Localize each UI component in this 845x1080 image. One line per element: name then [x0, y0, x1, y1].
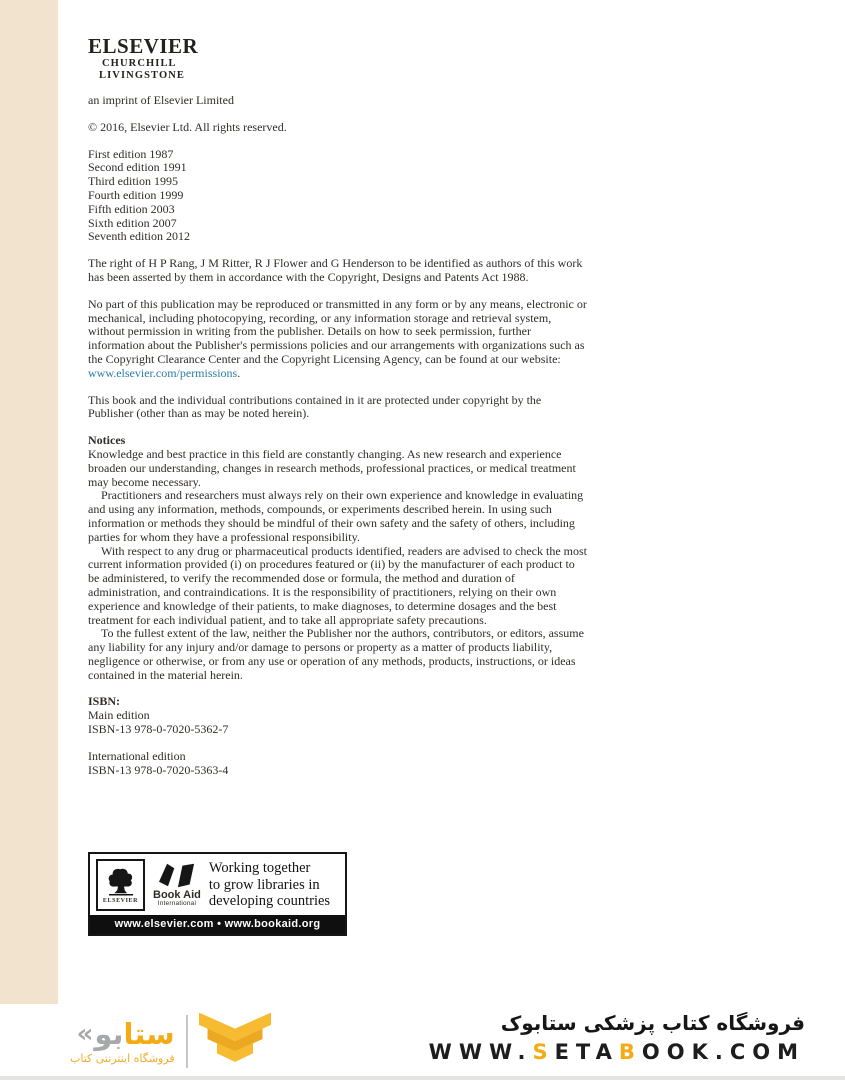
setabook-wordmark-text	[94, 1017, 174, 1051]
logo-divider	[186, 1015, 188, 1068]
edition-history-list	[88, 148, 589, 245]
isbn-intl-value: ISBN-13 978-0-7020-5363-4	[88, 762, 229, 777]
permissions-paragraph	[88, 298, 589, 381]
permissions-link[interactable]: www.elsevier.com/permissions	[88, 365, 238, 380]
notices-paragraph-2: Practitioners and researchers must always rely on their own experience and knowledge in evaluating and using any information, methods, compounds, or experiments described herein. In using such information or methods they should be mindful of their own safety and the safety of others, including parties for whom they have a professional responsibility.	[88, 488, 584, 544]
bookaid-name: Book Aid	[153, 889, 201, 902]
isbn-heading: ISBN:	[88, 694, 121, 709]
bookaid-slogan-line: Working together	[208, 860, 311, 877]
elsevier-tree-logo	[96, 859, 145, 911]
notices-heading: Notices	[88, 433, 126, 448]
permissions-text: No part of this publication may be reproduced or transmitted in any form or by any means, electronic or mechanical, including photocopying, recording, or any information storage and retrieval system, without permission in writing from the publisher. Details on how to seek permission, further information about the Publisher's permissions policies and our arrangements with organizations such as the Copyright Clearance Center and the Copyright Licensing Agency, can be found at our website:	[88, 296, 587, 366]
url-segment-gold: B	[618, 1040, 642, 1064]
notices-paragraph-4: To the fullest extent of the law, neither the Publisher nor the authors, contributors, or editors, assume any liability for any injury and/or damage to persons or property as a matter of products liability, negligence or otherwise, or from any use or operation of any methods, products, instructions, or ideas contained in the material herein.	[88, 626, 584, 682]
url-segment: OOK.COM	[641, 1040, 805, 1064]
edition-line: First edition 1987	[88, 146, 174, 161]
edition-line: Seventh edition 2012	[88, 229, 190, 244]
store-title-farsi: فروشگاه کتاب پزشکی ستابوک	[500, 1011, 805, 1035]
setabook-chevron-emblem-icon	[199, 1012, 271, 1070]
scan-bottom-edge	[0, 1076, 845, 1080]
imprint-note: an imprint of Elsevier Limited	[88, 93, 234, 107]
page-left-margin	[0, 0, 58, 1008]
elsevier-churchill-livingstone-logo	[88, 36, 589, 81]
bookaid-slogan-line: developing countries	[208, 893, 331, 910]
setabook-caption: فروشگاه اینترنتی کتاب	[70, 1052, 175, 1065]
imprint-page-content	[88, 36, 589, 777]
bookaid-mark-icon	[156, 862, 198, 889]
setabook-logo	[70, 1010, 271, 1072]
edition-line: Second edition 1991	[88, 160, 187, 175]
url-segment-gold: S	[532, 1040, 555, 1064]
bookaid-banner	[88, 852, 347, 936]
authors-rights-paragraph: The right of H P Rang, J M Ritter, R J Flower and G Henderson to be identified as authors of this work has been asserted by them in accordance with the Copyright, Designs and Patents Act 1988.	[88, 256, 583, 284]
setabook-wordmark-column	[70, 1017, 175, 1065]
wordmark-part-gray: بو	[94, 1017, 124, 1051]
elsevier-tree-label: ELSEVIER	[102, 897, 139, 904]
setabook-wordmark	[77, 1017, 175, 1051]
isbn-main-label: Main edition	[88, 708, 150, 723]
copyright-protection-paragraph: This book and the individual contributions contained in it are protected under copyright by the Publisher (other than as may be noted herein).	[88, 392, 542, 421]
spacer	[88, 737, 589, 750]
setabook-url[interactable]	[429, 1040, 805, 1064]
wordmark-part-yellow: ستا	[123, 1017, 175, 1051]
bookaid-banner-row	[90, 854, 345, 915]
setabook-footer-text	[429, 1011, 805, 1064]
url-segment: ETA	[554, 1040, 619, 1064]
setabook-watermark-footer	[0, 1004, 845, 1076]
url-segment: WWW.	[428, 1040, 533, 1064]
elsevier-wordmark: ELSEVIER	[88, 34, 199, 58]
isbn-intl-label: International edition	[88, 748, 186, 763]
churchill-label: CHURCHILL	[102, 58, 177, 69]
guillemet-chevron-icon: «	[76, 1019, 94, 1049]
notices-paragraph-3: With respect to any drug or pharmaceutical products identified, readers are advised to check the most current information provided (i) on procedures featured or (ii) by the manufacturer of each product to be administered, to verify the recommended dose or formula, the method and duration of administration, and contraindications. It is the responsibility of practitioners, relying on their own experience and knowledge of their patients, to make diagnoses, to determine dosages and the best treatment for each individual patient, and to take all appropriate safety precautions.	[88, 543, 587, 627]
livingstone-label: LIVINGSTONE	[99, 69, 186, 81]
notices-paragraph-1: Knowledge and best practice in this field are constantly changing. As new research and experience broaden our understanding, changes in research methods, professional practices, or medical treatment may become necessary.	[88, 446, 576, 489]
elsevier-tree-icon	[106, 867, 136, 897]
copyright-line: © 2016, Elsevier Ltd. All rights reserved.	[88, 119, 287, 134]
bookaid-urls-bar: www.elsevier.com • www.bookaid.org	[90, 915, 345, 934]
edition-line: Fourth edition 1999	[88, 187, 184, 202]
bookaid-logo	[153, 862, 201, 908]
permissions-text-end: .	[237, 365, 241, 380]
isbn-main-value: ISBN-13 978-0-7020-5362-7	[88, 722, 229, 737]
notices-section	[88, 434, 589, 682]
edition-line: Third edition 1995	[88, 174, 178, 189]
edition-line: Fifth edition 2003	[88, 201, 175, 216]
bookaid-slogan	[209, 860, 330, 910]
bookaid-slogan-line: to grow libraries in	[208, 876, 320, 893]
edition-line: Sixth edition 2007	[88, 215, 177, 230]
bookaid-name-sub: International	[157, 900, 197, 908]
isbn-section	[88, 695, 589, 777]
